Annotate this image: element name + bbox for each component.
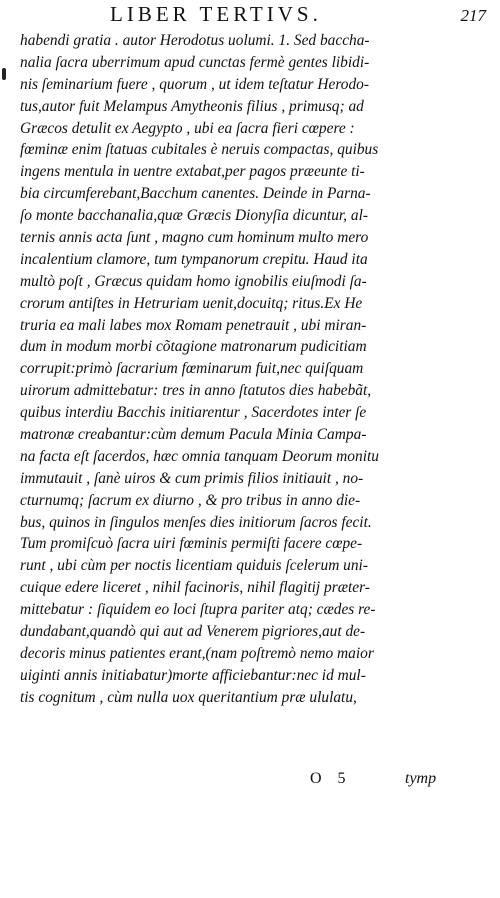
- text-line: tus,autor fuit Melampus Amytheonis filius , primusq; ad: [20, 97, 364, 115]
- text-line: cuique edere liceret , nihil facinoris, nihil flagitij præter-: [20, 579, 370, 597]
- text-line: na facta eſt ſacerdos, hæc omnia tanquam Deorum monitu: [20, 447, 379, 465]
- text-line: decoris minus patientes erant,(nam poſtremò nemo maior: [20, 644, 374, 662]
- text-line: cturnumq; ſacrum ex diurno , & pro tribus in anno die-: [20, 491, 361, 509]
- text-line: Tum promiſcuò ſacra uiri fœminis permiſti facere cœpe-: [20, 535, 363, 553]
- text-line: nis ſeminarium fuere , quorum , ut idem teſtatur Herodo-: [20, 75, 369, 93]
- text-line: mittebatur : ſiquidem eo loci ſtupra pariter atq; cædes re-: [20, 601, 376, 619]
- text-line: bus, quinos in ſingulos menſes dies initiorum ſacros fecit.: [20, 513, 372, 531]
- text-line: corrupit:primò ſacrarium fœminarum fuit,nec quiſquam: [20, 360, 364, 378]
- page-footer: [0, 770, 500, 792]
- text-line: dundabant,quandò qui aut ad Venerem pigriores,aut de-: [20, 623, 366, 641]
- catchword: tymp: [405, 770, 437, 787]
- text-line: ternis annis acta ſunt , magno cum hominum multo mero: [20, 229, 369, 247]
- margin-mark: [2, 68, 6, 80]
- text-line: uiginti annis initiabatur)morte afficiebantur:nec id mul-: [20, 666, 366, 684]
- text-line: habendi gratia . autor Herodotus uolumi. 1. Sed baccha-: [20, 32, 370, 49]
- text-line: tis cognitum , cùm nulla uox queritantium præ ululatu,: [20, 688, 357, 706]
- text-line: ſo monte bacchanalia,quæ Græcis Dionyſia dicuntur, al-: [20, 207, 368, 225]
- text-line: incalentium clamore, tum tympanorum crepitu. Haud ita: [20, 250, 368, 268]
- text-line: crorum antiſtes in Hetruriam uenit,docuitq; ritus.Ex He: [20, 294, 363, 312]
- text-line: quibus interdiu Bacchis initiarentur , Sacerdotes inter ſe: [20, 404, 367, 422]
- text-line: dum in modum morbi cõtagione matronarum pudicitiam: [20, 338, 367, 356]
- text-line: bia circumferebant,Bacchum canentes. Deinde in Parna-: [20, 185, 371, 203]
- text-line: immutauit , ſanè uiros & cum primis filios initiauit , no-: [20, 469, 364, 487]
- text-line: fœminæ enim ſtatuas cubitales è neruis compactas, quibus: [20, 141, 379, 159]
- text-line: matronæ creabantur:cùm demum Pacula Minia Campa-: [20, 426, 367, 444]
- text-line: multò poſt , Græcus quidam homo ignobilis eiuſmodi ſa-: [20, 272, 367, 290]
- page-header: [0, 2, 500, 32]
- text-line: ingens mentula in uentre extabat,per pagos præeunte ti-: [20, 163, 365, 181]
- text-line: truria ea mali labes mox Romam penetrauit , ubi miran-: [20, 316, 367, 334]
- text-line: uirorum admittebatur: tres in anno ſtatutos dies habebãt,: [20, 382, 372, 400]
- text-line: Græcos detulit ex Aegypto , ubi ea ſacra fieri cœpere :: [20, 119, 355, 137]
- body-text: [20, 30, 485, 709]
- page-number: 217: [460, 6, 486, 25]
- text-line: nalia ſacra uberrimum apud cunctas fermè gentes libidi-: [20, 53, 370, 71]
- text-line: runt , ubi cùm per noctis licentiam quiduis ſcelerum uni-: [20, 557, 368, 575]
- signature-mark: O 5: [310, 770, 352, 787]
- running-head: LIBER TERTIVS.: [110, 2, 322, 26]
